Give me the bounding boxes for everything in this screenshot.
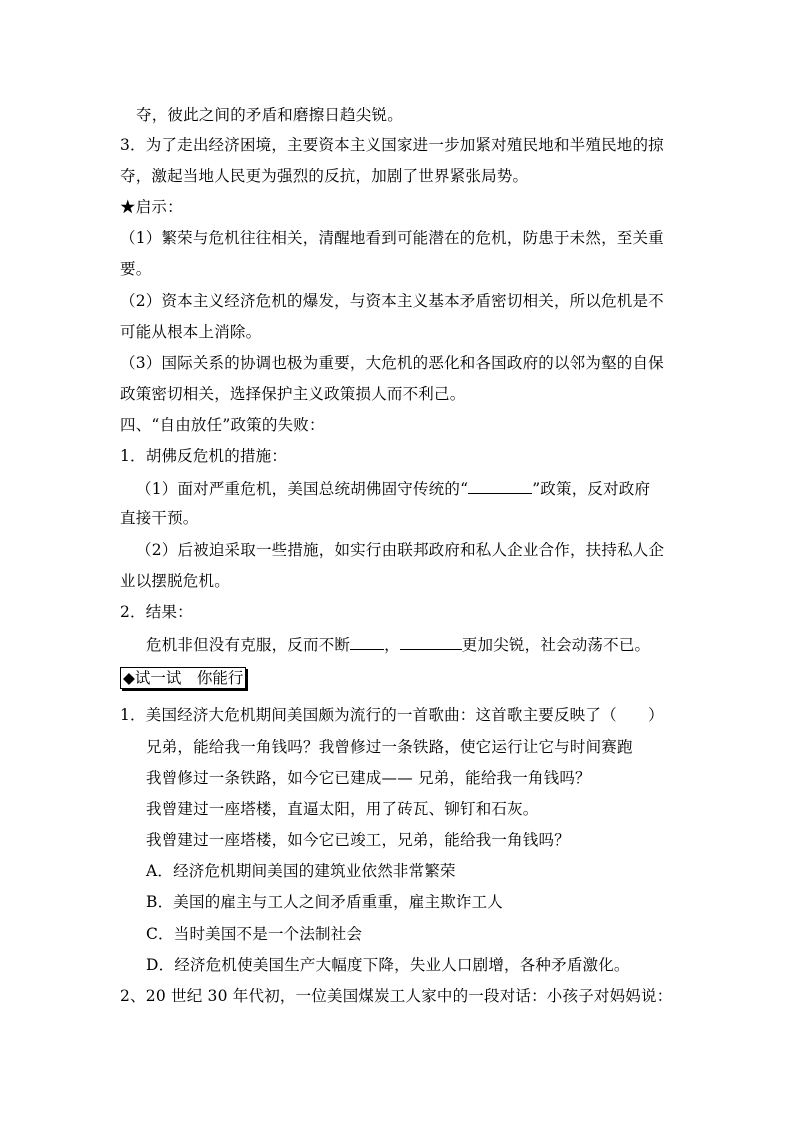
- text-line-with-blank: [136, 477, 650, 499]
- text-line: 业以摆脱危机。: [120, 572, 230, 590]
- text-line: 政策密切相关，选择保护主义政策损人而不利己。: [120, 385, 466, 403]
- text-line: 要。: [120, 260, 152, 278]
- fill-in-blank[interactable]: [468, 477, 532, 494]
- option-b: B．美国的雇主与工人之间矛盾重重，雇主欺诈工人: [146, 893, 503, 911]
- text-line: 2．结果：: [120, 603, 193, 621]
- section-label-box: ◆试一试 你能行: [120, 667, 246, 689]
- text-line: 可能从根本上消除。: [120, 323, 262, 341]
- text-segment: ，: [384, 636, 400, 654]
- option-a: A．经济危机期间美国的建筑业依然非常繁荣: [146, 862, 456, 880]
- text-line: （2）资本主义经济危机的爆发，与资本主义基本矛盾密切相关，所以危机是不: [120, 292, 664, 310]
- text-segment: 更加尖锐，社会动荡不已。: [461, 636, 651, 654]
- text-line: 夺，激起当地人民更为强烈的反抗，加剧了世界紧张局势。: [120, 167, 529, 185]
- text-segment: ”政策，反对政府: [532, 480, 651, 498]
- question-1: 1．美国经济大危机期间美国颇为流行的一首歌曲：这首歌主要反映了（ ）: [120, 706, 664, 724]
- song-lyric: 我曾修过一条铁路，如今它已建成—— 兄弟，能给我一角钱吗？: [146, 769, 591, 787]
- section-heading: 四、“自由放任”政策的失败：: [120, 416, 325, 434]
- text-segment: 危机非但没有克服，反而不断: [146, 636, 351, 654]
- text-line: （3）国际关系的协调也极为重要，大危机的恶化和各国政府的以邻为壑的自保: [120, 354, 664, 372]
- song-lyric: 我曾建过一座塔楼，直逼太阳，用了砖瓦、铆钉和石灰。: [146, 800, 539, 818]
- text-line: （2）后被迫采取一些措施，如实行由联邦政府和私人企业合作，扶持私人企: [136, 541, 665, 559]
- song-lyric: 我曾建过一座塔楼，如今它已竣工，兄弟，能给我一角钱吗？: [146, 831, 570, 849]
- text-line: （1）繁荣与危机往往相关，清醒地看到可能潜在的危机，防患于未然，至关重: [120, 229, 664, 247]
- text-line: 夺，彼此之间的矛盾和磨擦日趋尖锐。: [136, 106, 403, 124]
- option-c: C．当时美国不是一个法制社会: [146, 925, 363, 943]
- song-lyric: 兄弟，能给我一角钱吗？我曾修过一条铁路，使它运行让它与时间赛跑: [146, 738, 633, 756]
- text-line: 3．为了走出经济困境，主要资本主义国家进一步加紧对殖民地和半殖民地的掠: [120, 136, 664, 154]
- text-line-with-blanks: [146, 633, 650, 655]
- text-line: 直接干预。: [120, 509, 199, 527]
- fill-in-blank[interactable]: [350, 633, 384, 650]
- question-2: 2、20 世纪 30 年代初，一位美国煤炭工人家中的一段对话：小孩子对妈妈说：: [120, 987, 673, 1005]
- text-line: 1．胡佛反危机的措施：: [120, 447, 288, 465]
- fill-in-blank[interactable]: [400, 633, 462, 650]
- option-d: D．经济危机使美国生产大幅度下降，失业人口剧增，各种矛盾激化。: [146, 956, 630, 974]
- text-segment: （1）面对严重危机，美国总统胡佛固守传统的“: [136, 480, 469, 498]
- heading-inspiration: ★启示：: [120, 198, 183, 216]
